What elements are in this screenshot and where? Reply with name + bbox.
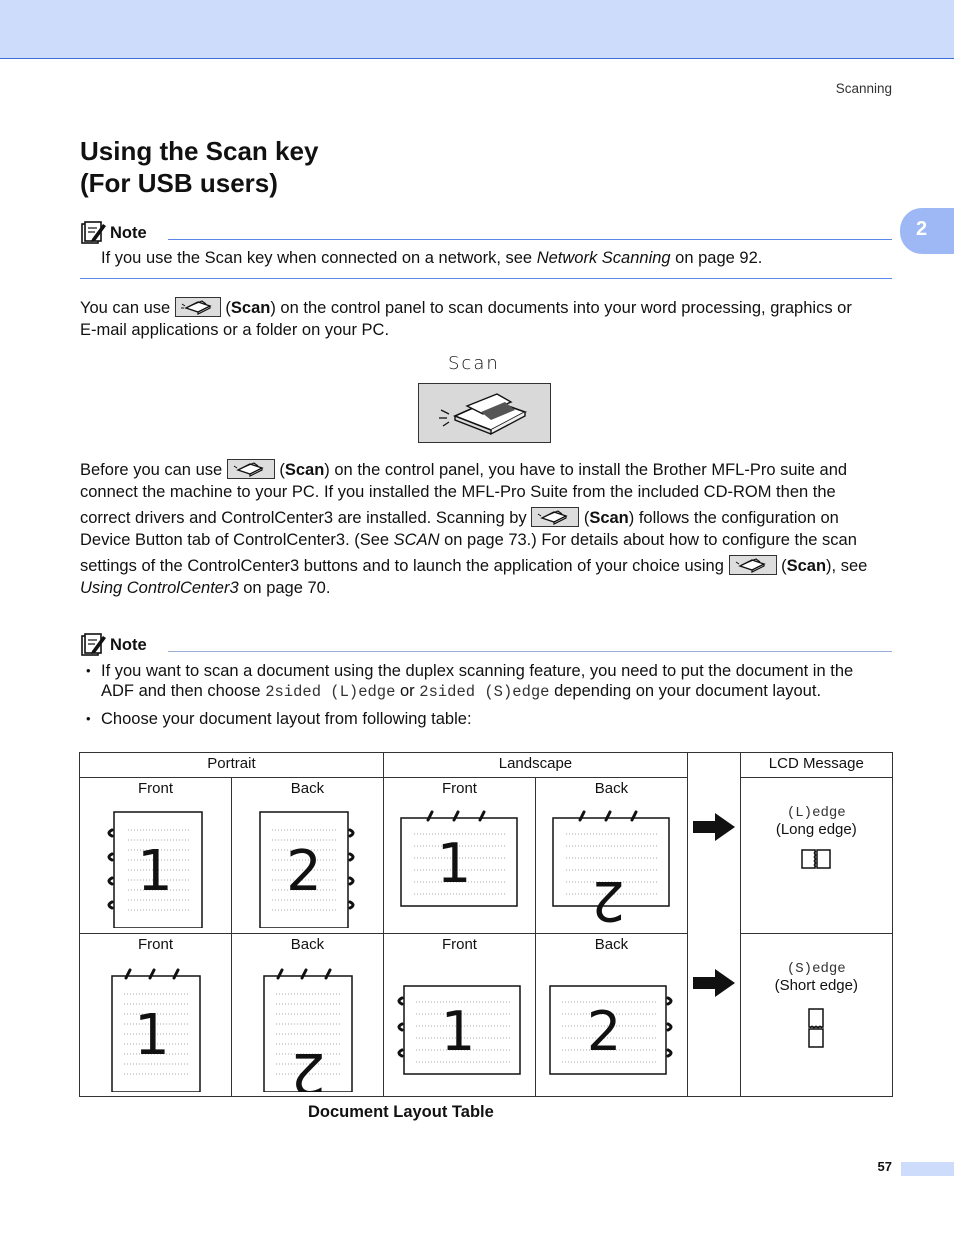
svg-text:1: 1: [137, 839, 174, 904]
note-pencil-icon: [80, 633, 106, 657]
portrait-back-short: Back 2: [231, 934, 383, 1097]
note-rule-2: [168, 651, 892, 652]
table-caption: Document Layout Table: [308, 1103, 494, 1121]
page-2-binding-right-icon: [536, 958, 686, 1092]
link-using-controlcenter3[interactable]: Using ControlCenter3: [80, 579, 239, 597]
link-scan[interactable]: SCAN: [393, 531, 440, 549]
scan-key-icon: [227, 459, 275, 479]
lcd-short-edge-code: (S)edge: [786, 961, 846, 977]
page-1-binding-top-icon: [80, 958, 230, 1092]
page-title: [80, 135, 318, 199]
page-2-inverted-binding-top-icon: [232, 958, 382, 1092]
short-edge-icon: [807, 1008, 825, 1048]
chapter-tab: [900, 208, 954, 254]
arrow-column: [687, 753, 740, 1097]
svg-text:1: 1: [437, 832, 472, 895]
page-2-inverted-binding-top-icon: [536, 802, 686, 928]
svg-text:2: 2: [286, 839, 323, 904]
install-paragraph: Before you can use (Scan) on the control panel, you have to install the Brother MFL-Pro suite and connect the machine to your PC. If you installed the MFL-Pro Suite from the included CD-ROM then the correct drivers and ControlCenter3 are installed. Scanning by (Scan) follows the configuration on Device Button tab of ControlCenter3. (See SCAN on page 73.) For details about how to configure the scan settings of the ControlCenter3 buttons and to launch the application of your choice using (Scan), see Using ControlCenter3 on page 70.: [80, 461, 868, 597]
scan-key-label: Scan: [448, 353, 500, 374]
landscape-back-long: Back 2: [535, 778, 687, 934]
arrow-right-icon: [691, 811, 737, 843]
lcd-long-edge-desc: (Long edge): [775, 821, 857, 838]
scanner-icon: [419, 384, 550, 442]
lcd-long-edge: [740, 778, 892, 934]
lcd-short-edge-desc: (Short edge): [774, 977, 858, 994]
intro-paragraph: You can use (Scan) on the control panel to scan documents into your word processing, graphics or E-mail applications or a folder on your PC.: [80, 299, 852, 339]
page-1-binding-left-icon: [384, 958, 534, 1092]
section-label: Scanning: [835, 81, 892, 96]
note-heading-2: Note: [80, 633, 147, 657]
lcd-short-edge: [740, 934, 892, 1097]
page-number: 57: [877, 1159, 892, 1174]
document-layout-table: [79, 752, 893, 1097]
page-1-binding-top-icon: [384, 802, 534, 928]
note-bullet-1: • If you want to scan a document using the duplex scanning feature, you need to put the document in the ADF and then choose 2sided (L)edge or 2sided (S)edge depending on your document layout.: [101, 661, 901, 702]
page-2-binding-right-icon: [232, 802, 382, 928]
svg-text:2: 2: [290, 1040, 327, 1092]
scan-key-illustration: [418, 383, 551, 443]
note-bullet-2: • Choose your document layout from following table:: [101, 709, 472, 729]
lcd-long-edge-code: (L)edge: [786, 805, 846, 821]
header-portrait: Portrait: [80, 753, 384, 778]
chapter-number: 2: [916, 218, 928, 240]
landscape-front-short: Front 1: [383, 934, 535, 1097]
svg-text:1: 1: [134, 1003, 171, 1068]
footer-bar: [901, 1162, 954, 1176]
scan-key-icon: [175, 297, 221, 317]
note-end-rule: [80, 278, 892, 279]
scan-key-icon: [531, 507, 579, 527]
note-pencil-icon: [80, 221, 106, 245]
arrow-right-icon: [691, 967, 737, 999]
header-landscape: Landscape: [383, 753, 687, 778]
note-label: Note: [110, 223, 147, 242]
portrait-back-long: Back 2: [231, 778, 383, 934]
header-bar: [0, 0, 954, 59]
note-rule: [168, 239, 892, 240]
svg-text:1: 1: [441, 1000, 476, 1063]
long-edge-icon: [801, 848, 831, 870]
header-lcd-message: LCD Message: [740, 753, 892, 778]
title-line-1: Using the Scan key: [80, 136, 319, 166]
svg-text:2: 2: [587, 1000, 622, 1063]
link-network-scanning[interactable]: Network Scanning: [536, 249, 671, 267]
page-1-binding-left-icon: [80, 802, 230, 928]
note-heading: [80, 221, 147, 245]
svg-text:2: 2: [591, 869, 626, 928]
portrait-front-long: Front 1: [80, 778, 232, 934]
note-text: If you use the Scan key when connected on a network, see Network Scanning on page 92.: [101, 249, 763, 267]
title-line-2: (For USB users): [80, 168, 278, 198]
landscape-back-short: Back 2: [535, 934, 687, 1097]
portrait-front-short: Front 1: [80, 934, 232, 1097]
scan-key-icon: [729, 555, 777, 575]
landscape-front-long: Front 1: [383, 778, 535, 934]
